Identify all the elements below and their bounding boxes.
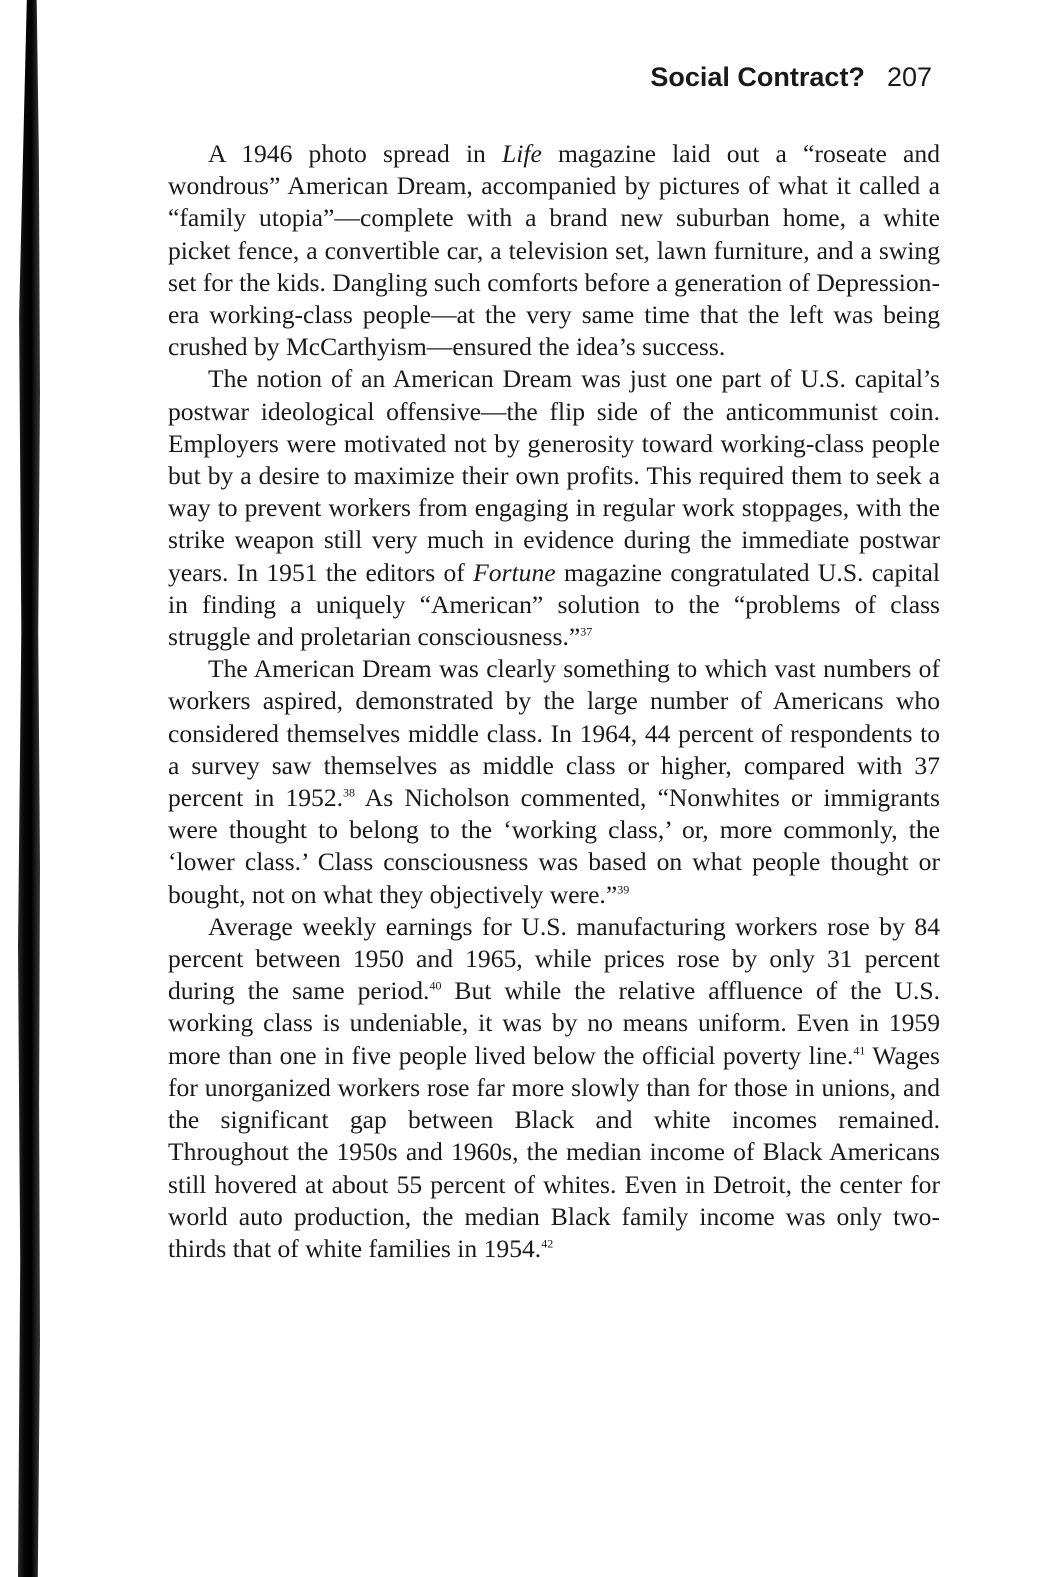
footnote-ref: 37 (580, 624, 593, 639)
footnote-ref: 38 (343, 785, 356, 800)
footnote-ref: 41 (853, 1043, 866, 1058)
footnote-ref: 40 (429, 978, 442, 993)
paragraph-text: magazine congratulated U.S. capital in finding a uniquely “American” solution to the “problems of class struggle and proletarian consciousness.” (168, 557, 940, 652)
chapter-title: Social Contract? (650, 62, 865, 92)
paragraph-american-dream (168, 363, 940, 653)
publication-title: Life (502, 139, 542, 168)
footnote-ref: 42 (541, 1236, 554, 1251)
running-head (650, 62, 932, 93)
publication-title: Fortune (473, 557, 556, 587)
paragraph-text: The American Dream was clearly something to which vast numbers of workers aspired, demonstrated by the large number of Americans who considered themselves middle class. In 1964, 44 percent of respondents to a survey saw themselves as middle class or higher, compared with 37 percent in 1952. (168, 654, 940, 813)
paragraph-text: Wages for unorganized workers rose far more slowly than for those in unions, and the significant gap between Black and white incomes remained. Throughout the 1950s and 1960s, the median income of Black Americans still hovered at about 55 percent of whites. Even in Detroit, the center for world auto production, the median Black family income was only two-thirds that of white families in 1954. (168, 1040, 940, 1263)
paragraph-life-magazine (168, 138, 940, 363)
paragraph-text: But while the relative affluence of the U.S. working class is undeniable, it was by no means uniform. Even in 1959 more than one in five people lived below the official poverty line. (168, 976, 941, 1070)
body-text (168, 138, 940, 1265)
paragraph-text: Average weekly earnings for U.S. manufacturing workers rose by 84 percent between 1950 and 1965, while prices rose by only 31 percent during the same period. (168, 911, 940, 1006)
footnote-ref: 39 (617, 882, 630, 897)
page-binding-edge (0, 0, 62, 1577)
page-number: 207 (886, 62, 932, 92)
paragraph-earnings (168, 911, 940, 1265)
binding-shadow (18, 0, 40, 1577)
paragraph-middle-class (168, 653, 940, 911)
paragraph-text: magazine laid out a “roseate and wondrous” American Dream, accompanied by pictures of what it called a “family utopia”—complete with a brand new suburban home, a white picket fence, a convertible car, a television set, lawn furniture, and a swing set for the kids. Dangling such comforts before a generation of Depression-era working-class people—at the very same time that the left was being crushed by McCarthyism—ensured the idea’s success. (168, 139, 940, 362)
paragraph-text: A 1946 photo spread in (208, 139, 502, 168)
paragraph-text: As Nicholson commented, “Nonwhites or immigrants were thought to belong to the ‘working class,’ or, more commonly, the ‘lower class.’ Class consciousness was based on what people thought or bought, not on what they objectively were.” (168, 783, 940, 909)
paragraph-text: The notion of an American Dream was just one part of U.S. capital’s postwar ideological offensive—the flip side of the anticommunist coin. Employers were motivated not by generosity toward working-class people but by a desire to maximize their own profits. This required them to seek a way to prevent workers from engaging in regular work stoppages, with the strike weapon still very much in evidence during the immediate postwar years. In 1951 the editors of (168, 364, 940, 587)
